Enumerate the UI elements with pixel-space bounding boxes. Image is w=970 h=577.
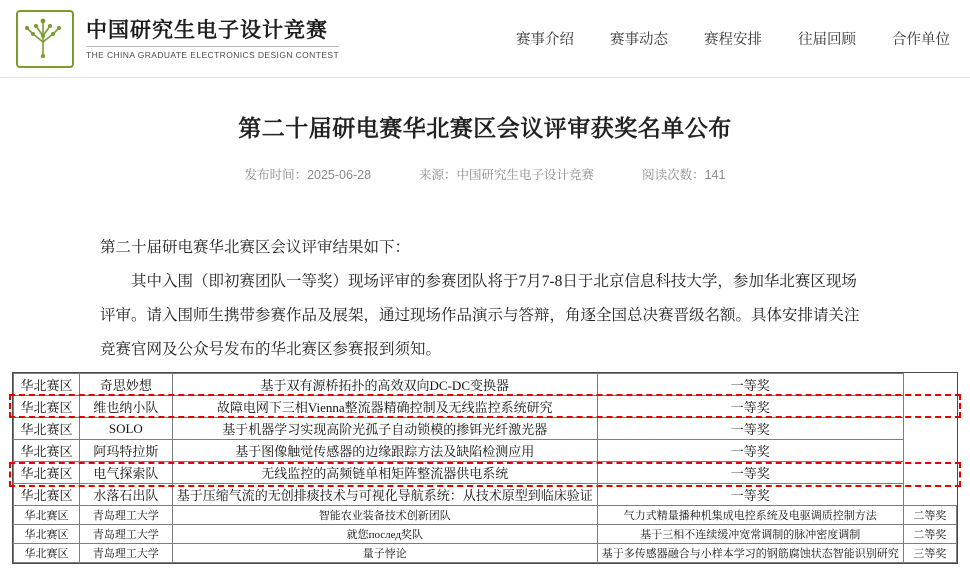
- cell-title: 气力式精量播种机集成电控系统及电驱调质控制方法: [597, 506, 903, 525]
- cell-team: 阿玛特拉斯: [79, 440, 172, 462]
- cell-team: 青岛理工大学: [79, 544, 172, 563]
- nav-item-intro[interactable]: 赛事介绍: [516, 32, 574, 48]
- publish-time-value: 2025-06-28: [307, 168, 372, 182]
- cell-team: SOLO: [79, 418, 172, 440]
- article-body: [100, 231, 870, 367]
- table-row: [14, 440, 957, 462]
- nav-item-news[interactable]: 赛事动态: [610, 32, 668, 48]
- cell-subteam: 量子悖论: [172, 544, 597, 563]
- cell-region: 华北赛区: [14, 525, 80, 544]
- cell-title: 无线监控的高频链单相矩阵整流器供电系统: [172, 462, 597, 484]
- source: [419, 165, 594, 183]
- table-row: [14, 374, 957, 396]
- table-row: [14, 484, 957, 506]
- cell-award: 一等奖: [597, 440, 903, 462]
- cell-team: 电气探索队: [79, 462, 172, 484]
- cell-award: 一等奖: [597, 462, 903, 484]
- table-row: [14, 418, 957, 440]
- cell-team: 青岛理工大学: [79, 506, 172, 525]
- cell-award: 三等奖: [903, 544, 956, 563]
- cell-award: 二等奖: [903, 525, 956, 544]
- cell-region: 华北赛区: [14, 418, 80, 440]
- paragraph-1: 第二十届研电赛华北赛区会议评审结果如下：: [100, 239, 411, 256]
- cell-title: 基于图像触觉传感器的边缘跟踪方法及缺陷检测应用: [172, 440, 597, 462]
- cell-region: 华北赛区: [14, 506, 80, 525]
- cell-title: 故障电网下三相Vienna整流器精确控制及无线监控系统研究: [172, 396, 597, 418]
- cell-title: 基于三相不连续缓冲宽常调制的脉冲密度调制: [597, 525, 903, 544]
- result-table-container: [12, 372, 958, 564]
- cell-award: 一等奖: [597, 374, 903, 396]
- table-row: [14, 462, 957, 484]
- cell-title: 基于压缩气流的无创排痰技术与可视化导航系统：从技术原型到临床验证: [172, 484, 597, 506]
- nav-item-partners[interactable]: 合作单位: [892, 32, 950, 48]
- cell-region: 华北赛区: [14, 396, 80, 418]
- brand-name-en: THE CHINA GRADUATE ELECTRONICS DESIGN CONTEST: [86, 46, 339, 60]
- nav-item-past[interactable]: 往届回顾: [798, 32, 856, 48]
- cell-award: 一等奖: [597, 396, 903, 418]
- brand[interactable]: [16, 10, 339, 68]
- source-value: 中国研究生电子设计竞赛: [456, 168, 595, 182]
- cell-award: 一等奖: [597, 484, 903, 506]
- cell-team: 奇思妙想: [79, 374, 172, 396]
- article-meta: [100, 165, 870, 183]
- table-row: [14, 506, 957, 525]
- cell-title: 基于机器学习实现高阶光孤子自动锁模的掺铒光纤激光器: [172, 418, 597, 440]
- view-count-value: 141: [704, 168, 726, 182]
- brand-name-cn: 中国研究生电子设计竞赛: [86, 17, 328, 42]
- cell-region: 华北赛区: [14, 374, 80, 396]
- cell-region: 华北赛区: [14, 440, 80, 462]
- view-count-label: 阅读次数：: [642, 168, 705, 182]
- cell-award: 一等奖: [597, 418, 903, 440]
- publish-time: [245, 165, 371, 183]
- brand-text: [86, 17, 339, 60]
- site-header: [0, 0, 970, 78]
- circuit-tree-logo-icon: [16, 10, 74, 68]
- cell-team: 水落石出队: [79, 484, 172, 506]
- cell-region: 华北赛区: [14, 462, 80, 484]
- paragraph-2: 其中入围（即初赛团队一等奖）现场评审的参赛团队将于7月7-8日于北京信息科技大学，参加华北赛区现场评审。请入围师生携带参赛作品及展架，通过现场作品演示与答辩，角逐全国总决赛晋级名额。具体安排请关注竞赛官网及公众号发布的华北赛区参赛报到须知。: [100, 273, 860, 358]
- cell-region: 华北赛区: [14, 484, 80, 506]
- nav-item-schedule[interactable]: 赛程安排: [704, 32, 762, 48]
- cell-title: 基于多传感器融合与小样本学习的钢筋腐蚀状态智能识别研究: [597, 544, 903, 563]
- view-count: [642, 165, 725, 183]
- article: [0, 110, 970, 367]
- table-row: [14, 544, 957, 563]
- cell-subteam: 智能农业装备技术创新团队: [172, 506, 597, 525]
- result-table: [13, 373, 957, 563]
- cell-region: 华北赛区: [14, 544, 80, 563]
- cell-subteam: 就您послед奖队: [172, 525, 597, 544]
- source-label: 来源：: [419, 168, 457, 182]
- cell-team: 维也纳小队: [79, 396, 172, 418]
- cell-title: 基于双有源桥拓扑的高效双向DC-DC变换器: [172, 374, 597, 396]
- main-nav: [516, 28, 952, 49]
- cell-team: 青岛理工大学: [79, 525, 172, 544]
- page-title: 第二十届研电赛华北赛区会议评审获奖名单公布: [238, 116, 732, 141]
- publish-time-label: 发布时间：: [244, 168, 308, 182]
- table-row: [14, 525, 957, 544]
- table-row: [14, 396, 957, 418]
- cell-award: 二等奖: [903, 506, 956, 525]
